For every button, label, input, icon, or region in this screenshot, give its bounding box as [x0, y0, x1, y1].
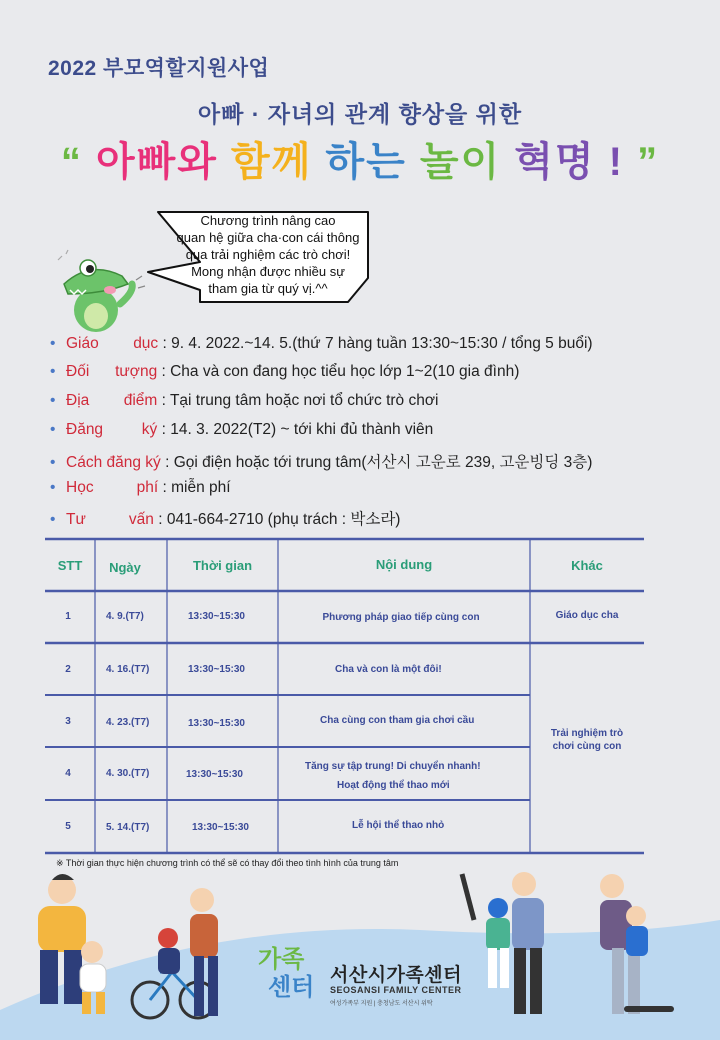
title-open-quote: “: [60, 140, 83, 184]
row-5-stt: 5: [65, 821, 71, 832]
header-date: Ngày: [109, 560, 141, 575]
info-value: : 14. 3. 2022(T2) ~ tới khi đủ thành viên: [161, 421, 434, 438]
row-4-content-line2: Hoạt động thể thao mới: [337, 780, 450, 791]
info-value: : 9. 4. 2022.~14. 5.(thứ 7 hàng tuần 13:30~15:30 / tổng 5 buổi): [162, 335, 593, 352]
info-value: : Gọi điện hoặc tới trung tâm(서산시 고운로 239, 고운빙딩 3층): [165, 454, 593, 471]
row-4-date: 4. 30.(T7): [106, 768, 150, 779]
info-label: Đăng ký: [66, 421, 158, 438]
bubble-line: tham gia từ quý vị.^^: [208, 281, 328, 296]
other-line-2: chơi cùng con: [552, 741, 622, 752]
title-close-quote: ”: [637, 140, 660, 184]
row-1-content: Phương pháp giao tiếp cùng con: [322, 612, 480, 623]
other-line-1: Trải nghiệm trò: [550, 728, 624, 739]
row-3-content: Cha cùng con tham gia chơi cầu: [320, 715, 475, 726]
bullet-icon: •: [50, 392, 56, 409]
footnote: ※ Thời gian thực hiện chương trình có thể sẽ có thay đổi theo tình hình của trung tâm: [56, 858, 399, 868]
bullet-icon: •: [50, 454, 56, 471]
bullet-icon: •: [50, 479, 56, 496]
info-value: : Tại trung tâm hoặc nơi tổ chức trò chơi: [161, 392, 439, 409]
row-2-time: 13:30~15:30: [188, 664, 245, 675]
row-2-content: Cha và con là một đôi!: [335, 664, 442, 675]
row-5-time: 13:30~15:30: [192, 822, 249, 833]
row-5-date: 5. 14.(T7): [106, 822, 150, 833]
row-3-time: 13:30~15:30: [188, 718, 245, 729]
header-content: Nội dung: [375, 557, 433, 572]
center-name: 서산시가족센터: [330, 965, 462, 986]
other-experience-cell: [530, 727, 644, 753]
info-value: : 041-664-2710 (phụ trách : 박소라): [158, 511, 401, 528]
bullet-icon: •: [50, 421, 56, 438]
header-stt: STT: [57, 558, 83, 573]
title-part-5: 혁명 !: [514, 140, 624, 184]
row-5-content: Lễ hội thể thao nhỏ: [352, 820, 445, 831]
row-3-stt: 3: [65, 716, 71, 727]
row-4-content: Tăng sự tập trung! Di chuyển nhanh!: [305, 761, 481, 772]
center-english-name: SEOSANSI FAMILY CENTER: [330, 985, 462, 995]
sub-title: 아빠 · 자녀의 관계 향상을 위한: [197, 101, 523, 127]
info-value: : miễn phí: [162, 479, 231, 496]
info-label: Tư vấn: [66, 511, 154, 528]
row-1-time: 13:30~15:30: [188, 611, 245, 622]
title-part-3: 하는: [325, 140, 407, 184]
bubble-line: qua trải nghiệm các trò chơi!: [185, 247, 351, 262]
project-line: 2022 부모역할지원사업: [48, 57, 270, 80]
family-illustration: [0, 860, 720, 1040]
logo-mark-bottom: 센터: [268, 974, 315, 1001]
row-1-stt: 1: [65, 611, 71, 622]
family-center-logo-icon: [258, 946, 322, 1010]
row-3-date: 4. 23.(T7): [106, 717, 150, 728]
bullet-icon: •: [50, 335, 56, 352]
info-label: Đối tượng: [66, 363, 158, 380]
info-value: : Cha và con đang học tiểu học lớp 1~2(10 gia đình): [161, 363, 520, 380]
logo-mark-top: 가족: [258, 946, 305, 973]
bubble-line: Chương trình nâng cao: [200, 213, 336, 228]
row-1-other: Giáo dục cha: [555, 610, 619, 621]
header-other: Khác: [571, 558, 603, 573]
row-1-date: 4. 9.(T7): [106, 611, 144, 622]
info-label: Giáo dục: [66, 335, 159, 352]
bullet-icon: •: [50, 363, 56, 380]
info-label: Địa điểm: [66, 392, 158, 409]
center-sub-text: 여성가족부 지원 | 충청남도 서산시 위탁: [330, 1001, 433, 1007]
row-2-stt: 2: [65, 664, 71, 675]
bubble-line: Mong nhận được nhiều sự: [191, 264, 345, 279]
title-part-2: 함께: [231, 140, 313, 184]
info-label: Học phí: [66, 479, 159, 496]
bubble-line: quan hệ giữa cha·con cái thông: [176, 230, 360, 245]
row-4-stt: 4: [65, 768, 71, 779]
title-part-4: 놀이: [419, 140, 502, 184]
title-part-1: 아빠와: [96, 140, 218, 184]
header-time: Thời gian: [192, 558, 253, 573]
info-label: Cách đăng ký: [66, 454, 161, 471]
bullet-icon: •: [50, 511, 56, 528]
row-2-date: 4. 16.(T7): [106, 664, 150, 675]
row-4-time: 13:30~15:30: [186, 769, 243, 780]
